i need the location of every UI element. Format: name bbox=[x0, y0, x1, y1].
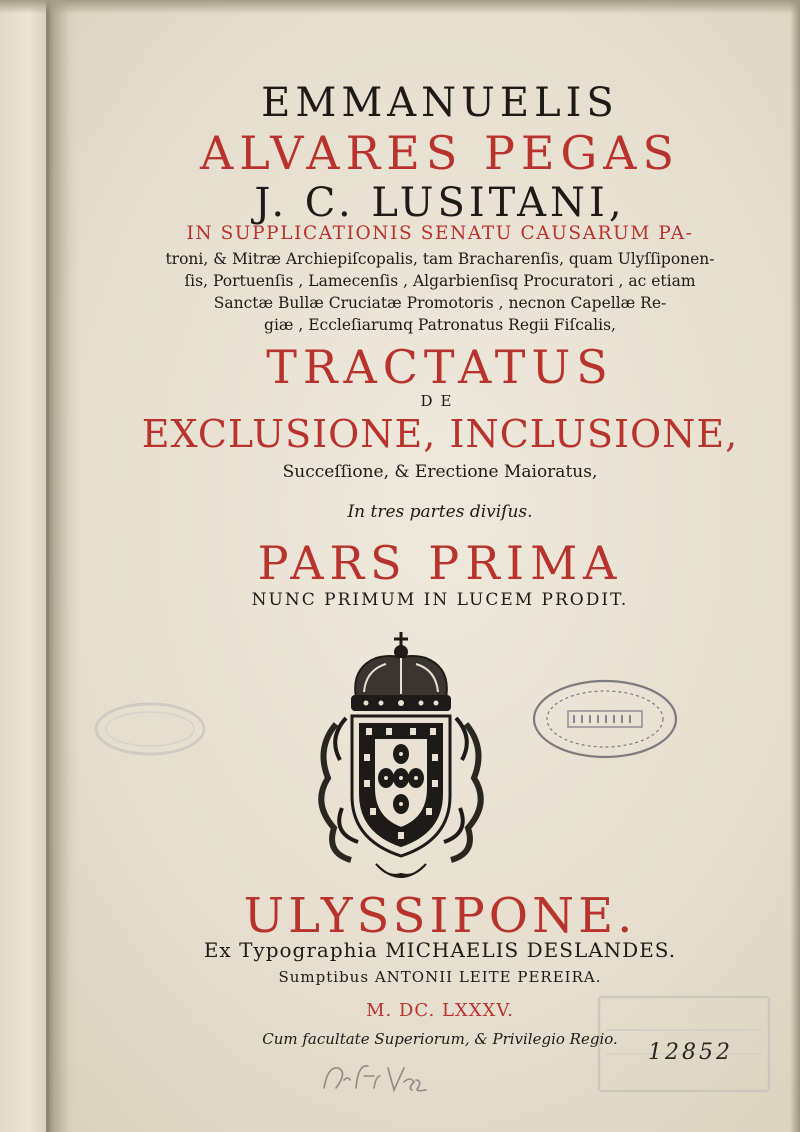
work-subject-continued: Succeſſione, & Erectione Maioratus, bbox=[282, 462, 598, 482]
imprint-printer-name: MICHAELIS DESLANDES. bbox=[385, 938, 677, 962]
right-edge-shadow bbox=[790, 0, 800, 1132]
author-description-line-1: troni, & Mitræ Archiepiſcopalis, tam Bracharenſis, quam Ulyſſiponen- bbox=[165, 250, 715, 268]
author-origin: J. C. LUSITANI, bbox=[254, 180, 626, 226]
portuguese-royal-arms-icon bbox=[306, 628, 496, 890]
imprint-printer-prefix: Ex Typographia bbox=[203, 938, 378, 962]
author-surname: ALVARES PEGAS bbox=[200, 126, 680, 180]
author-description-line-4: giæ , Eccleſiarumq Patronatus Regii Fiſcalis, bbox=[264, 316, 616, 334]
author-description-line-2: ſis, Portuenſis , Lamecenſis , Algarbienſisq Procuratori , ac etiam bbox=[184, 272, 696, 290]
handwritten-signature-icon bbox=[318, 1058, 428, 1098]
handwritten-shelf-number: 12852 bbox=[648, 1040, 733, 1065]
imprint-expense bbox=[100, 968, 780, 986]
author-forename: EMMANUELIS bbox=[261, 80, 619, 126]
volume-part: PARS PRIMA bbox=[257, 536, 623, 590]
imprint-date: M. DC. LXXXV. bbox=[366, 1000, 514, 1021]
work-title: TRACTATUS bbox=[266, 340, 614, 394]
work-subject: EXCLUSIONE, INCLUSIONE, bbox=[141, 412, 739, 456]
oval-library-stamp-icon bbox=[530, 677, 680, 761]
imprint-printer bbox=[100, 938, 780, 962]
top-edge-shadow bbox=[0, 0, 800, 14]
imprint-expense-prefix: Sumptibus bbox=[278, 968, 370, 986]
imprint-place: ULYSSIPONE. bbox=[243, 888, 637, 944]
book-gutter-shadow bbox=[46, 0, 80, 1132]
work-division: In tres partes diviſus. bbox=[347, 502, 533, 522]
imprint-privilege: Cum facultate Superiorum, & Privilegio Regio. bbox=[262, 1030, 618, 1048]
first-publication-note: NUNC PRIMUM IN LUCEM PRODIT. bbox=[251, 590, 629, 610]
facing-page-edge bbox=[0, 0, 49, 1132]
faint-oval-stamp-icon bbox=[92, 700, 208, 758]
author-description-line-3: Sanctæ Bullæ Cruciatæ Promotoris , necnon Capellæ Re- bbox=[213, 294, 667, 312]
imprint-expense-name: ANTONII LEITE PEREIRA. bbox=[374, 968, 602, 986]
author-description-caps: IN SUPPLICATIONIS SENATU CAUSARUM PA- bbox=[186, 223, 694, 244]
work-title-de: DE bbox=[420, 392, 460, 410]
